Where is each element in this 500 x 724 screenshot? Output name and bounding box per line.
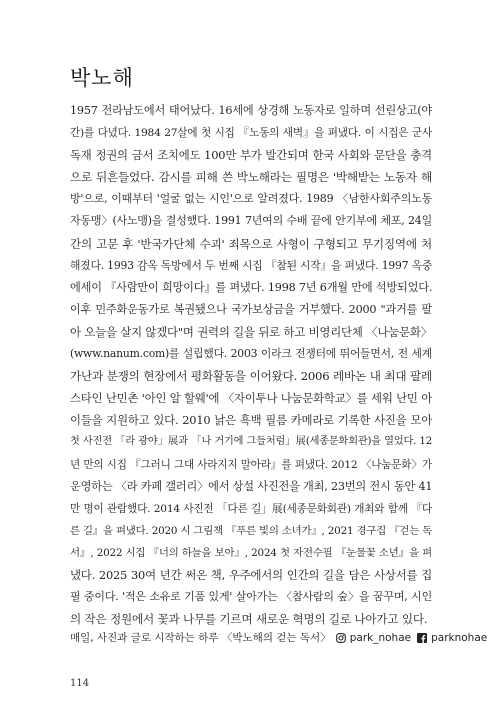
- page-title: 박노해: [70, 66, 134, 90]
- bio-line: 첫 사진전 「라 광야」展과 「나 거기에 그들처럼」展(세종문화회관)을 열었다. 12: [70, 436, 432, 448]
- facebook-icon: [417, 633, 427, 643]
- bio-line: 냈다. 2025 30여 년간 써온 책, 우주에서의 인간의 길을 담은 사상서를 집: [70, 567, 432, 582]
- bio-line: 이후 민주화운동가로 복권됐으나 국가보상금을 거부했다. 2000 "과거를 팔: [70, 302, 432, 316]
- bio-line: 해졌다. 1993 감옥 독방에서 두 번째 시집 『참된 시작』을 펴냈다. 1997 옥중: [70, 258, 432, 272]
- bio-line: 운영하는 〈라 카페 갤러리〉에서 상설 사진전을 개최, 23번의 전시 동안 41: [70, 479, 432, 493]
- bio-line: 서』, 2022 시집 『너의 하늘을 보아』, 2024 첫 자전수필 『눈물꽃 소년』을 펴: [70, 546, 432, 559]
- instagram-icon: [336, 633, 346, 643]
- bio-line: 간의 고문 후 '반국가단체 수괴' 죄목으로 사형이 구형되고 무기징역에 처: [70, 236, 432, 251]
- bio-line: (www.nanum.com)를 설립했다. 2003 이라크 전쟁터에 뛰어들면서, 전 세계: [70, 347, 432, 361]
- bio-line: 가난과 분쟁의 현장에서 평화활동을 이어왔다. 2006 레바논 내 최대 팔레: [70, 369, 432, 384]
- bio-line: 년 만의 시집 『그러니 그대 사라지지 말아라』를 펴냈다. 2012 〈나눔문화〉가: [70, 458, 432, 471]
- bio-line: 아 오늘을 살지 않겠다"며 권력의 길을 뒤로 하고 비영리단체 〈나눔문화〉: [70, 324, 432, 339]
- bio-line: 1957 전라남도에서 태어났다. 16세에 상경해 노동자로 일하며 선린상고(야: [70, 104, 432, 117]
- bio-line: 의 작은 정원에서 꽃과 나무를 기르며 새로운 혁명의 길로 나아가고 있다.: [70, 612, 428, 627]
- bio-line: 방'으로, 이때부터 '얼굴 없는 시인'으로 알려졌다. 1989 〈남한사회주의노동: [70, 192, 432, 206]
- bio-line: 자동맹〉(사노맹)을 결성했다. 1991 7년여의 수배 끝에 안기부에 체포, 24일: [70, 214, 432, 228]
- facebook-handle[interactable]: parknohae: [431, 631, 488, 644]
- bio-line: 간)를 다녔다. 1984 27살에 첫 시집 『노동의 새벽』을 펴냈다. 이 시집은 군사: [70, 127, 432, 140]
- bio-line: 독재 정권의 금서 조치에도 100만 부가 발간되며 한국 사회와 문단을 충격: [70, 148, 432, 163]
- bio-line: 으로 뒤흔들었다. 감시를 피해 쓴 박노해라는 필명은 '박해받는 노동자 해: [70, 170, 432, 185]
- page-number: 114: [70, 678, 90, 689]
- author-biography: [70, 100, 432, 630]
- bio-line: 에세이 『사람만이 희망이다』를 펴냈다. 1998 7년 6개월 만에 석방되었다.: [70, 280, 432, 294]
- instagram-handle[interactable]: park_nohae: [349, 631, 412, 644]
- footer-social: [70, 630, 488, 645]
- bio-line: 스타인 난민촌 '아인 알 할웨'에 〈자이투나 나눔문화학교〉를 세워 난민 아: [70, 391, 432, 406]
- bio-line: 이들을 지원하고 있다. 2010 낡은 흑백 필름 카메라로 기록한 사진을 모아: [70, 413, 432, 428]
- footer-tagline: 매일, 사진과 글로 시작하는 하루 〈박노해의 걷는 독서〉: [70, 632, 331, 644]
- bio-line: 른 길』을 펴냈다. 2020 시 그림책 『푸른 빛의 소녀가』, 2021 경구집 『걷는 독: [70, 524, 432, 537]
- bio-line: 필 중이다. '적은 소유로 기품 있게' 살아가는 〈참사람의 숲〉을 꿈꾸며, 시인: [70, 590, 432, 604]
- bio-line: 만 명이 관람했다. 2014 사진전 「다른 길」展(세종문화회관) 개최와 함께 『다: [70, 502, 432, 515]
